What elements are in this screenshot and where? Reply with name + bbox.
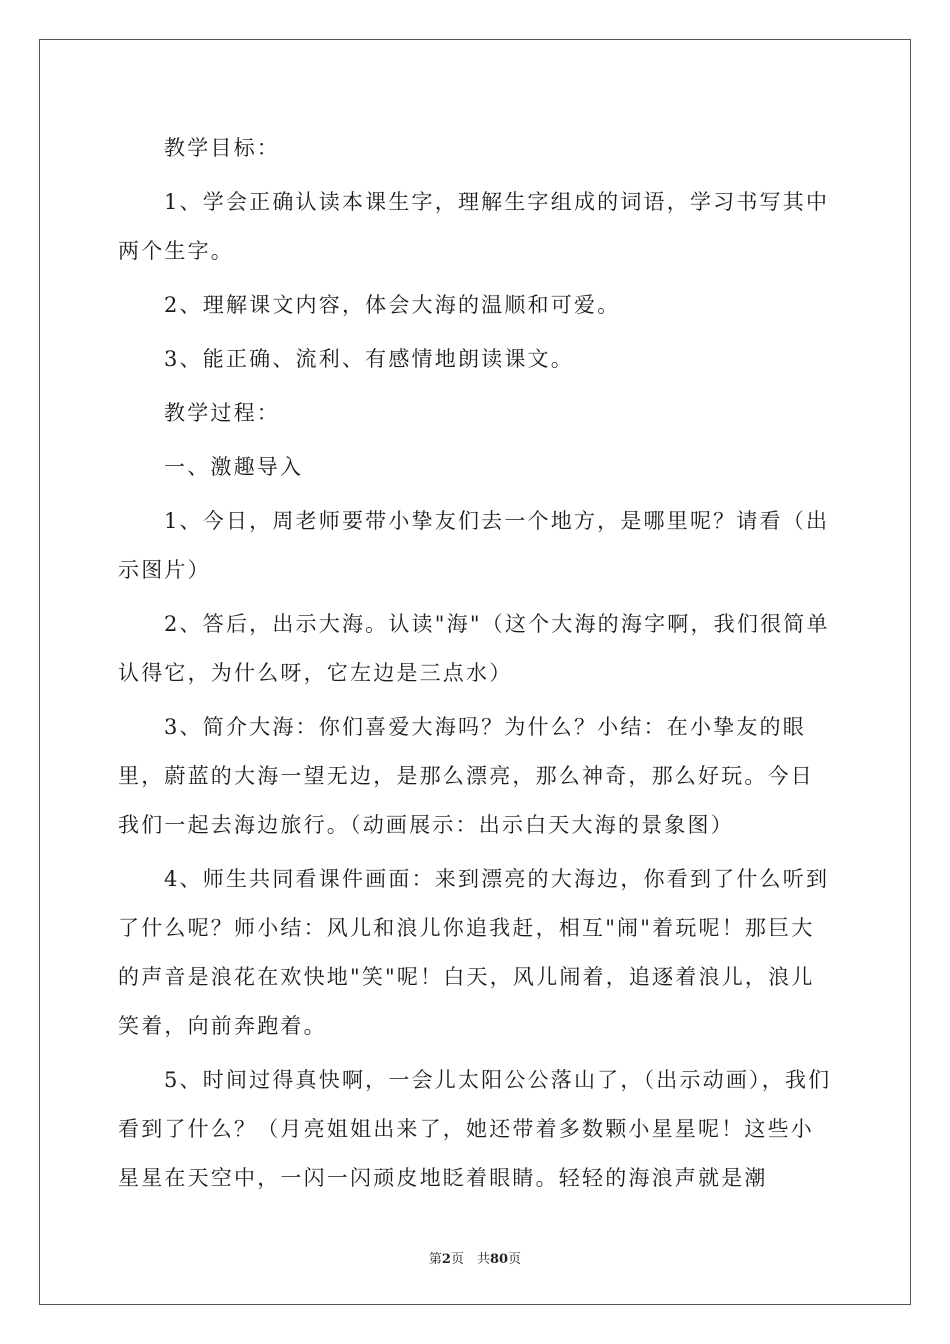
process-step-3: 3、简介大海：你们喜爱大海吗？为什么？小结：在小挚友的眼里，蔚蓝的大海一望无边，是那么漂亮，那么神奇，那么好玩。今日我们一起去海边旅行。（动画展示：出示白天大海的景象图） [118,715,814,837]
page-suffix: 页 [508,1252,522,1267]
page-footer [0,1248,950,1267]
section-heading-intro: 一、激趣导入 [164,455,304,479]
page-current-number: 2 [441,1252,451,1267]
process-step-2: 2、答后，出示大海。认读"海"（这个大海的海字啊，我们很简单认得它，为什么呀，它左边是三点水） [118,612,830,685]
page-total-number: 80 [489,1252,509,1267]
goal-item-2: 2、理解课文内容，体会大海的温顺和可爱。 [164,293,621,317]
document-body [118,124,834,1208]
process-step-4: 4、师生共同看课件画面：来到漂亮的大海边，你看到了什么听到了什么呢？师小结：风儿和浪儿你追我赶，相互"闹"着玩呢！那巨大的声音是浪花在欢快地"笑"呢！白天，风儿闹着，追逐着浪儿，浪儿笑着，向前奔跑着。 [118,867,830,1038]
page-mid-text: 页 共 [450,1252,490,1267]
process-step-5: 5、时间过得真快啊，一会儿太阳公公落山了，（出示动画），我们看到了什么？（月亮姐姐出来了，她还带着多数颗小星星呢！这些小星星在天空中，一闪一闪顽皮地眨着眼睛。轻轻的海浪声就是潮 [118,1068,832,1190]
page-prefix: 第 [428,1252,442,1267]
process-step-1: 1、今日，周老师要带小挚友们去一个地方，是哪里呢？请看（出示图片） [118,509,830,582]
goal-item-3: 3、能正确、流利、有感情地朗读课文。 [164,347,574,371]
heading-teaching-goals: 教学目标： [164,136,280,160]
heading-teaching-process: 教学过程： [164,401,280,425]
goal-item-1: 1、学会正确认读本课生字，理解生字组成的词语，学习书写其中两个生字。 [118,190,830,263]
